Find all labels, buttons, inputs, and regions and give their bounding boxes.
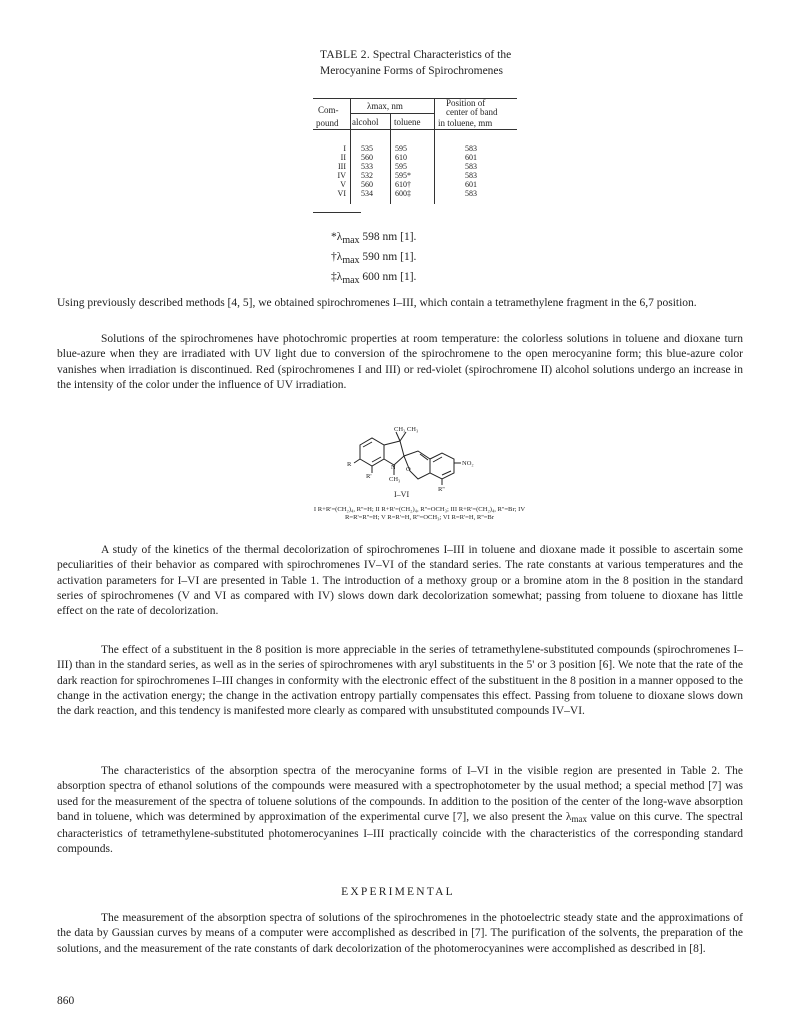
table-caption (320, 48, 520, 79)
cell-position-1: 583 (465, 144, 477, 153)
paragraph-spectra (57, 764, 743, 858)
lambda-max-subscript: max (571, 813, 587, 824)
cell-position-2: 601 (465, 153, 477, 162)
table-title: Spectral Characteristics of the Merocyanine Forms of Spirochromenes (320, 49, 512, 77)
cell-position-5: 601 (465, 180, 477, 189)
alcohol-column (361, 144, 373, 198)
header-toluene: toluene (394, 117, 421, 127)
cell-alcohol-3: 533 (361, 162, 373, 171)
footnote-3-text: 600 nm [1]. (359, 271, 417, 283)
paragraph-methods: Using previously described methods [4, 5], we obtained spirochromenes I–III, which contain a tetramethylene fragment in the 6,7 position. (57, 297, 697, 309)
header-compound-bottom: pound (316, 118, 339, 128)
cell-compound-5: V (340, 180, 346, 189)
paragraph-substituent-effect: The effect of a substituent in the 8 position is more appreciable in the series of tetramethylene-substituted compounds (spirochromenes I–III) than in the standard series, as well as in the series of spirochromenes with aryl substituents in the 5' or 3 position [6]. We note that the rate of the dark reaction for spirochromenes I–III changes in conformity with the electronic effect of the substituent in the 8 position in a manner opposed to the change in the activation energy; the change in the activation entropy partially compensates this effect. Passing from toluene to dioxane slows down the dark reaction, and this tendency is manifested more clearly as compared with unsubstituted compounds IV–VI. (57, 644, 743, 718)
group-n-methyl: CH₃ (389, 476, 401, 483)
cell-toluene-3: 595 (395, 162, 407, 171)
cell-alcohol-1: 535 (361, 144, 373, 153)
cell-toluene-1: 595 (395, 144, 407, 153)
paragraph-kinetics: A study of the kinetics of the thermal decolorization of spirochromenes I–III in toluene and dioxane made it possible to ascertain some peculiarities of their behavior as compared with spirochromenes IV–VI of the standard series. The rate constants at various temperatures and the activation parameters for I–VI are presented in Table 1. The introduction of a methoxy group or a bromine atom in the 8 position in the standard series of spirochromenes (V and VI as compared with IV) slows down dark decolorization somewhat; passing from toluene to dioxane has little effect on the rate of decolorization. (57, 544, 743, 618)
footnote-1-sub: max (342, 235, 360, 246)
toluene-column (395, 144, 411, 198)
cell-alcohol-5: 560 (361, 180, 373, 189)
cell-position-3: 583 (465, 162, 477, 171)
col-divider-1 (350, 98, 351, 204)
footnote-1-text: 598 nm [1]. (359, 231, 417, 243)
cell-toluene-6: 600‡ (395, 189, 411, 198)
footnote-1-mark: *λ (331, 231, 343, 243)
header-compound-top: Com- (318, 105, 339, 115)
cell-alcohol-2: 560 (361, 153, 373, 162)
substituent-r-double-prime: R'' (438, 486, 445, 493)
cell-toluene-4: 595* (395, 171, 411, 180)
figure-caption: I R+R'=(CH₂)₄, R''=H; II R+R'=(CH₂)₄, R''=OCH₃; III R+R'=(CH₂)₄, R''=Br; IV R=R'=R''=H; V R=R'=H, R''=OCH₃; VI R=R'=H, R''=Br (313, 506, 526, 521)
paragraph-photochromic: Solutions of the spirochromenes have photochromic properties at room temperature: the colorless solutions in toluene and dioxane turn blue-azure when they are irradiated with UV light due to conversion of the spirochromene to the open merocyanine form; this blue-azure color vanishes when irradiation is discontinued. Red (spirochromenes I and III) or red-violet (spirochromene II) alcohol solutions undergo an increase in the intensity of the color under the influence of UV irradiation. (57, 333, 743, 391)
cell-compound-3: III (338, 162, 346, 171)
table-number: TABLE 2. (320, 49, 371, 61)
atom-gem-dimethyl: CH₃ CH₃ (394, 426, 419, 433)
cell-toluene-5: 610† (395, 180, 411, 189)
lambda-subheader-rule (350, 113, 434, 114)
cell-alcohol-6: 534 (361, 189, 373, 198)
indoline-five-ring (384, 441, 404, 465)
col-divider-3 (434, 98, 435, 204)
header-alcohol: alcohol (352, 117, 379, 127)
footnote-2-text: 590 nm [1]. (359, 251, 417, 263)
section-heading-experimental: EXPERIMENTAL (341, 886, 455, 898)
footnote-2-mark: †λ (331, 251, 343, 263)
cell-compound-2: II (340, 153, 346, 162)
footnote-3 (331, 269, 416, 289)
paragraph-experimental: The measurement of the absorption spectra of solutions of the spirochromenes in the photoelectric steady state and the approximations of the data by Gaussian curves by means of a computer were accomplished as described in [7]. The purification of the solvents, the preparation of the solutions, and the measurement of the rate constants of dark decolorization of the photomerocyanines were accomplished as described in [8]. (57, 912, 743, 955)
cell-compound-4: IV (337, 171, 346, 180)
position-column (465, 144, 477, 198)
table-header-rule (313, 129, 517, 130)
substituent-r-prime: R' (366, 473, 372, 480)
header-position-l1: Position of (446, 98, 486, 108)
header-position-l3: in toluene, mm (438, 118, 493, 128)
header-lambda: λmax, nm (367, 101, 403, 111)
table-footnotes (331, 229, 416, 289)
page-number: 860 (57, 995, 75, 1007)
pyran-ring (404, 451, 430, 479)
cell-alcohol-4: 532 (361, 171, 373, 180)
atom-oxygen: O (406, 466, 411, 473)
cell-compound-1: I (343, 144, 346, 153)
footnote-3-sub: max (342, 275, 360, 286)
table-bottom-rule (313, 212, 361, 213)
atom-nitrogen: N (391, 464, 396, 471)
footnote-1 (331, 229, 416, 249)
cell-position-6: 583 (465, 189, 477, 198)
group-nitro: NO₂ (462, 460, 474, 467)
col-divider-2 (390, 113, 391, 204)
substituent-r: R (347, 461, 352, 468)
table-top-rule (313, 98, 517, 99)
header-position-l2: center of band (446, 107, 498, 117)
cell-position-4: 583 (465, 171, 477, 180)
footnote-2-sub: max (342, 255, 360, 266)
chromene-benzene-ring (430, 453, 454, 479)
paragraph-spectra-part1: The characteristics of the absorption spectra of the merocyanine forms of I–VI in the visible region are presented in Table 2. The absorption spectra of ethanol solutions of the compounds were measured with a spectrophotometer by the usual method; a special method [7] was used for the measurement of the spectra of toluene solutions of the compounds. In addition to the position of the center of the long-wave absorption band in toluene, which was determined by approximation of the experimental curve [7], we also present the λ (57, 765, 743, 823)
figure-label: I–VI (394, 490, 410, 499)
compound-column (313, 144, 346, 198)
footnote-2 (331, 249, 416, 269)
cell-toluene-2: 610 (395, 153, 407, 162)
cell-compound-6: VI (337, 189, 346, 198)
paragraph-spectra-part2: value on this curve. The spectral characteristics of tetramethylene-substituted photomerocyanines I–III practically coincide with the characteristics of the corresponding standard compounds. (57, 810, 743, 856)
footnote-3-mark: ‡λ (331, 271, 343, 283)
